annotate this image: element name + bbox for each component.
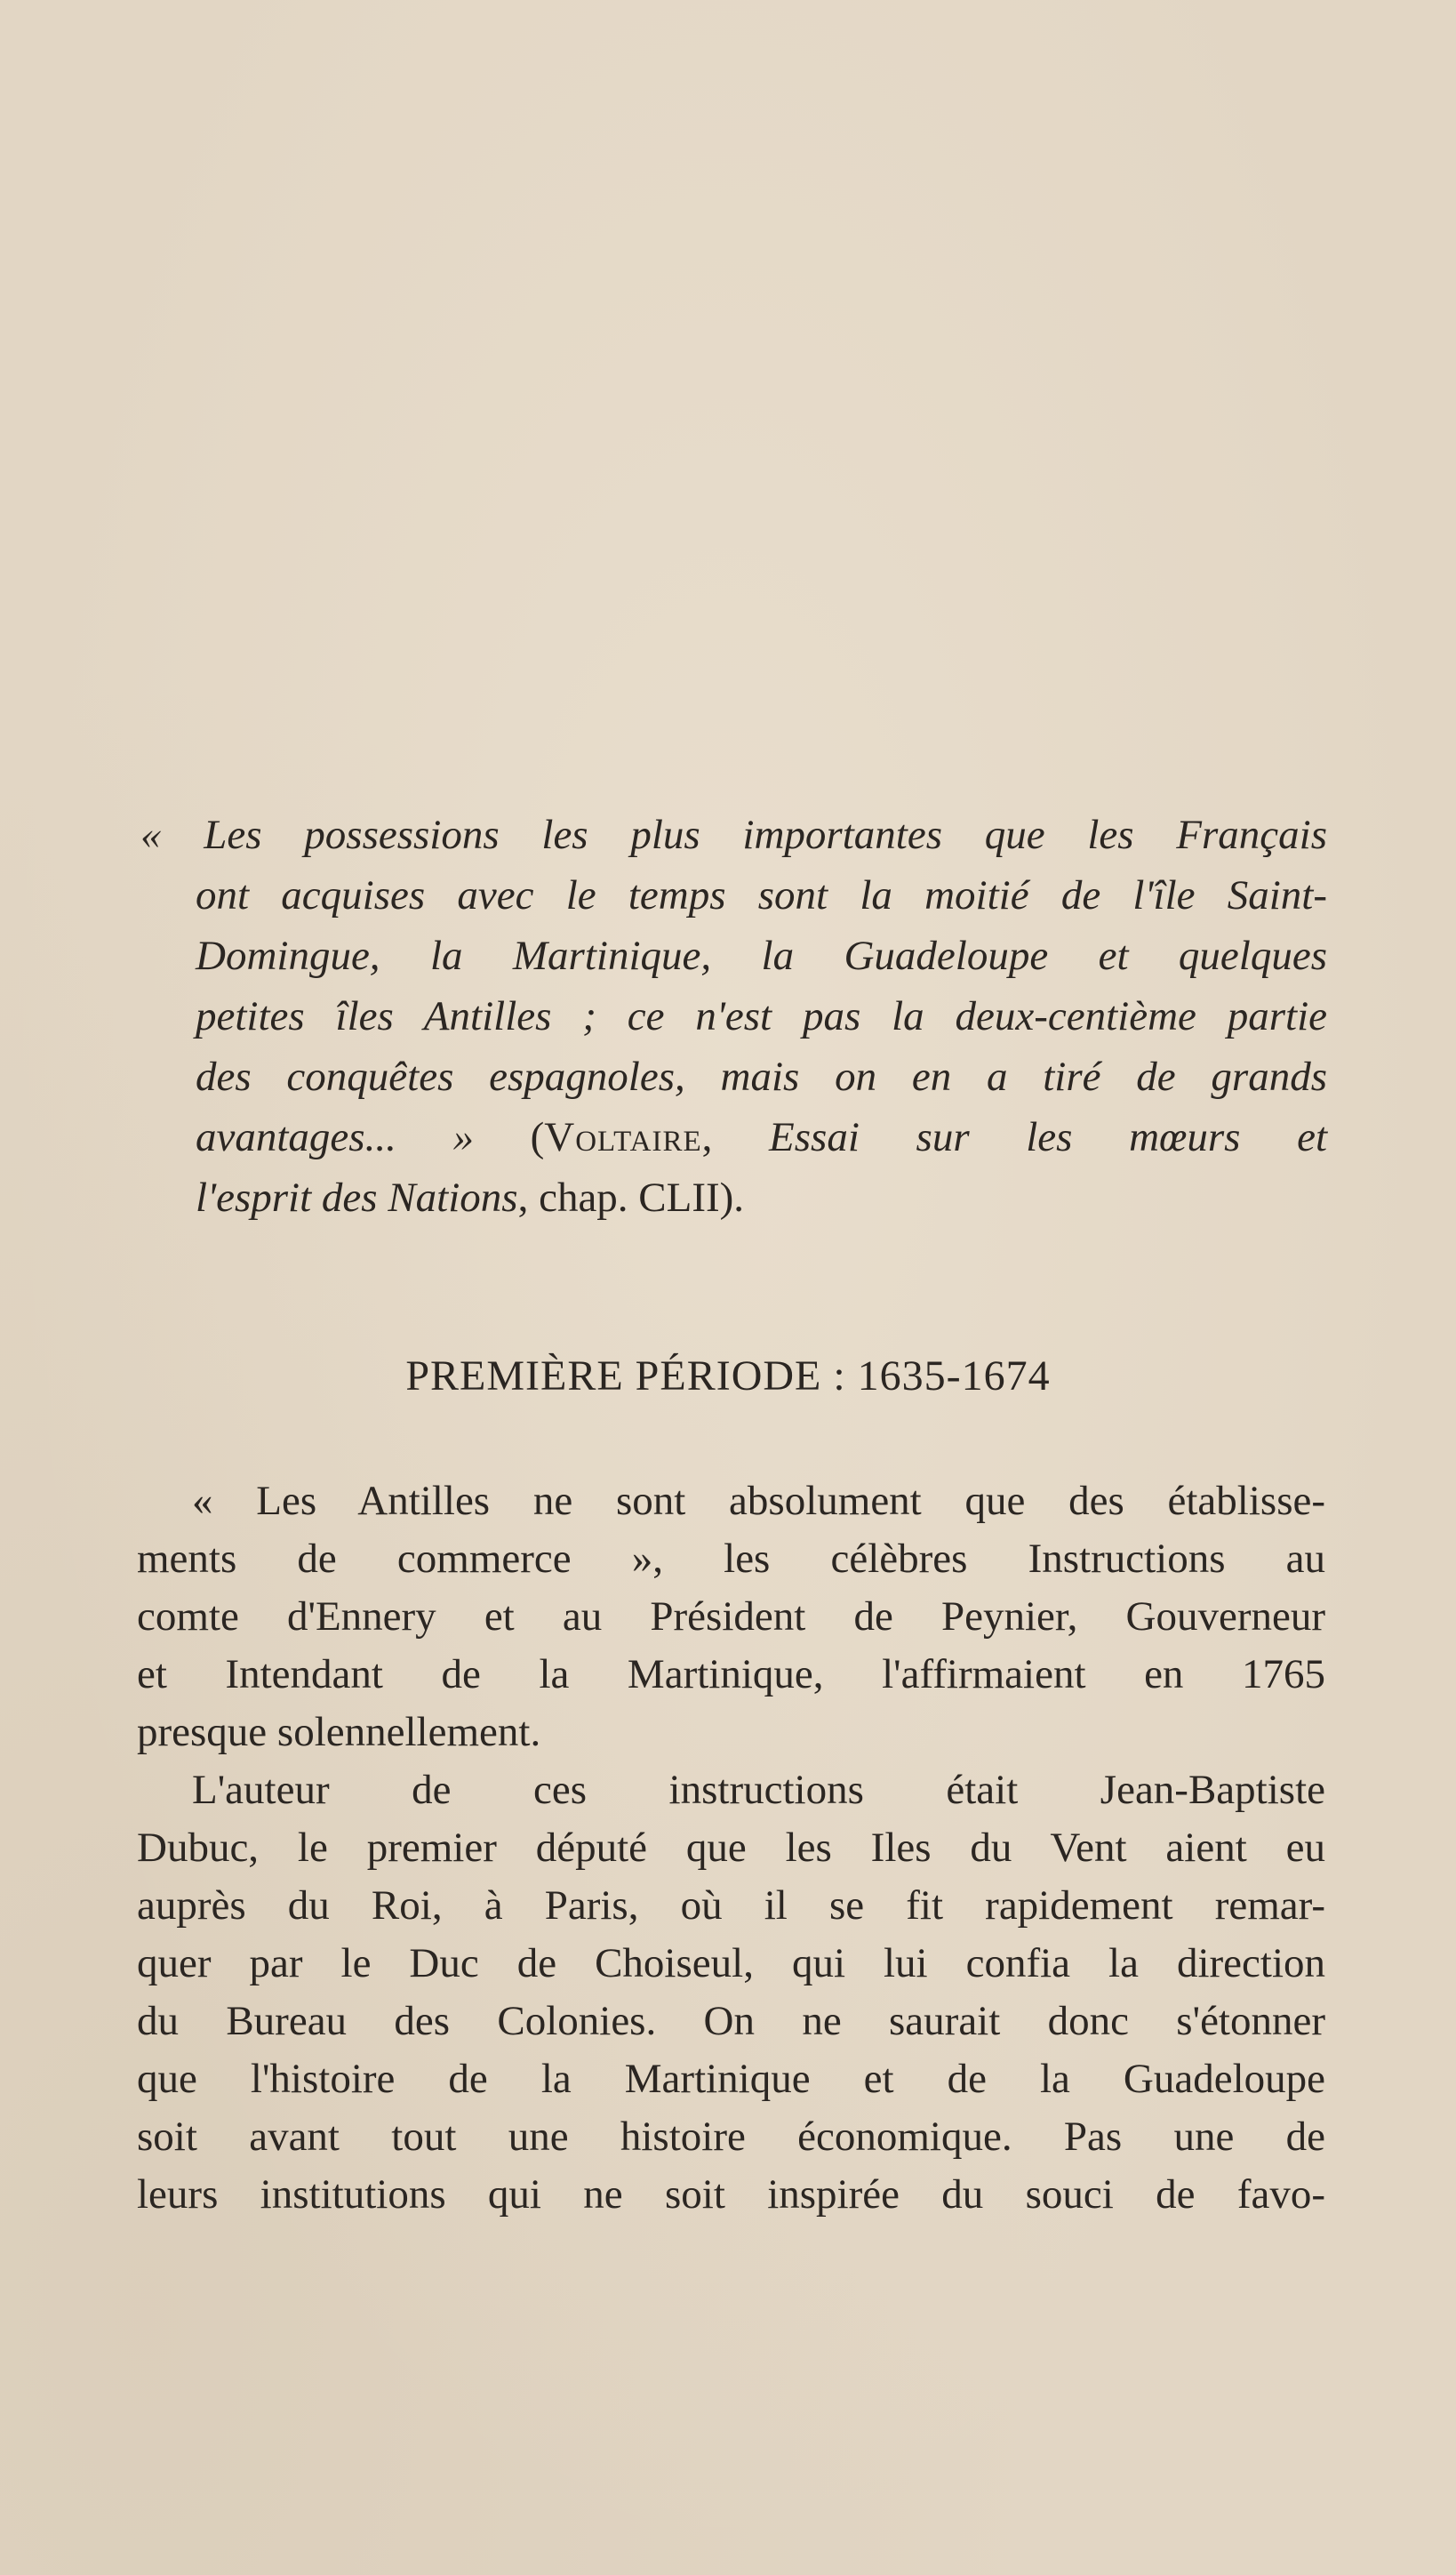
- section-heading: PREMIÈRE PÉRIODE : 1635-1674: [405, 1352, 1051, 1400]
- epigraph-quote: [140, 805, 1327, 1228]
- citation-author: Voltaire: [544, 1114, 702, 1160]
- epigraph-line-citation-end: [140, 1167, 1327, 1228]
- citation-work-title: Essai sur les mœurs et: [769, 1114, 1328, 1160]
- body-line: du Bureau des Colonies. On ne saurait donc s'étonner: [137, 1998, 1325, 2044]
- body-line: auprès du Roi, à Paris, où il se fit rapidement remar-: [137, 1882, 1325, 1929]
- body-line: que l'histoire de la Martinique et de la Guadeloupe: [137, 2056, 1325, 2102]
- citation-separator: ,: [701, 1114, 713, 1160]
- body-line: comte d'Ennery et au Président de Peynier, Gouverneur: [137, 1593, 1325, 1640]
- epigraph-line: des conquêtes espagnoles, mais on en a tiré de grands: [196, 1054, 1327, 1100]
- body-line-text: « Les Antilles ne sont absolument que des établisse-: [192, 1478, 1325, 1524]
- epigraph-line: Domingue, la Martinique, la Guadeloupe et quelques: [196, 933, 1327, 979]
- citation-open: (: [530, 1114, 545, 1160]
- body-line: L'auteur de ces instructions était Jean-Baptiste: [192, 1767, 1325, 1813]
- epigraph-line-citation: [140, 1107, 1327, 1167]
- body-line: soit avant tout une histoire économique. Pas une de: [137, 2114, 1325, 2160]
- body-line: quer par le Duc de Choiseul, qui lui confia la direction: [137, 1940, 1325, 1986]
- body-line: et Intendant de la Martinique, l'affirmaient en 1765: [137, 1651, 1325, 1697]
- citation-work-title-cont: l'esprit des Nations: [196, 1175, 518, 1221]
- epigraph-line: petites îles Antilles ; ce n'est pas la deux-centième partie: [196, 993, 1327, 1039]
- body-line: ments de commerce », les célèbres Instructions au: [137, 1536, 1325, 1582]
- body-line: Dubuc, le premier député que les Iles du Vent aient eu: [137, 1825, 1325, 1871]
- body-line: leurs institutions qui ne soit inspirée du souci de favo-: [137, 2171, 1325, 2218]
- epigraph-line: avantages... »: [196, 1114, 474, 1160]
- body-line: presque solennellement.: [137, 1709, 541, 1755]
- citation-chapter: , chap. CLII).: [517, 1175, 745, 1221]
- epigraph-line: « Les possessions les plus importantes que les Français: [140, 812, 1327, 858]
- epigraph-line: ont acquises avec le temps sont la moitié de l'île Saint-: [196, 872, 1327, 918]
- body-paragraphs: [137, 1472, 1325, 2224]
- body-line: [192, 1472, 1325, 1530]
